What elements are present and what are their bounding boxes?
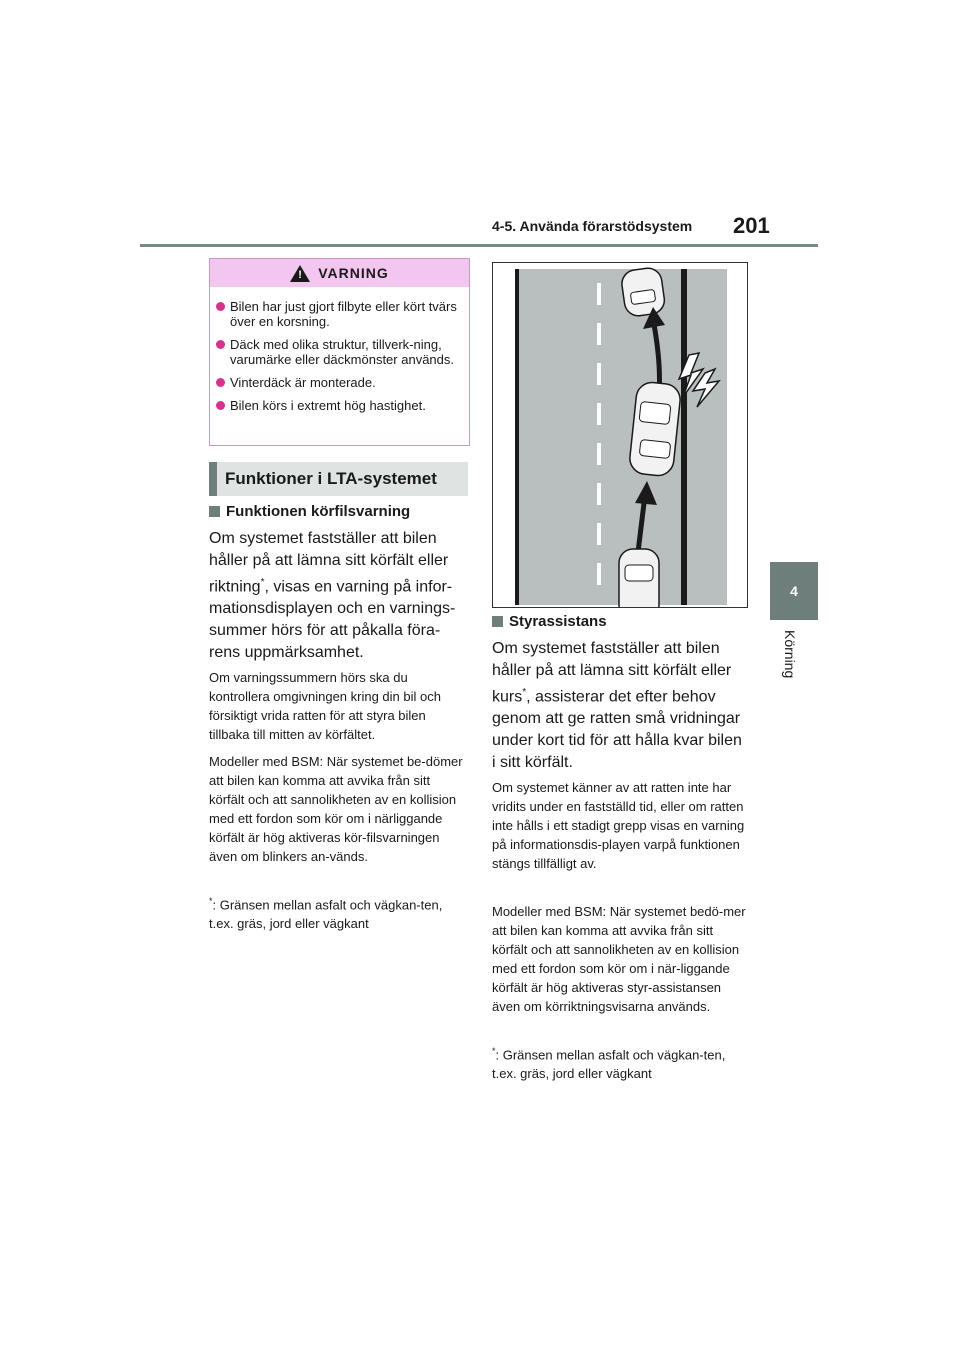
right-para-2: Modeller med BSM: När systemet bedö-mer att bilen kan komma att avvika från sitt körfält och att sannolikheten av en kollision med ett fordon som kör om i när-liggande körfält är hög aktiveras styr-assistansen även om körriktningsvisarna används. bbox=[492, 904, 746, 1014]
warning-icon: ! bbox=[290, 265, 310, 282]
warning-box bbox=[209, 258, 470, 446]
left-para-2: Modeller med BSM: När systemet be-dömer att bilen kan komma att avvika från sitt körfält och att sannolikheten av en kollision med ett fordon som kör om i närliggande körfält är hög aktiveras kör-filsvarningen även om blinkers an-vänds. bbox=[209, 754, 463, 864]
bullet-icon bbox=[216, 302, 225, 311]
header-rule bbox=[140, 244, 818, 247]
bullet-icon bbox=[216, 401, 225, 410]
subheading-lane-departure: Funktionen körfilsvarning bbox=[209, 503, 471, 520]
warning-item: Vinterdäck är monterade. bbox=[216, 375, 463, 390]
section-title: 4-5. Använda förarstödsystem bbox=[492, 218, 693, 234]
subheading-steering-assist: Styrassistans bbox=[492, 613, 754, 630]
warning-item: Bilen körs i extremt hög hastighet. bbox=[216, 398, 463, 413]
left-footnote: *: Gränsen mellan asfalt och vägkan-ten, t.ex. gräs, jord eller vägkant bbox=[209, 896, 443, 932]
page-number: 201 bbox=[733, 213, 770, 238]
warning-list bbox=[210, 287, 469, 413]
warning-header bbox=[210, 259, 469, 287]
bullet-icon bbox=[216, 378, 225, 387]
right-footnote: *: Gränsen mellan asfalt och vägkan-ten, t.ex. gräs, jord eller vägkant bbox=[492, 1046, 726, 1082]
right-intro: Om systemet fastställer att bilen håller på att lämna sitt körfält eller kurs*, assisterar det efter behov genom att ge ratten små vridningar under kort tid för att hålla kvar bilen i sitt körfält. bbox=[492, 640, 742, 772]
chapter-label: Körning bbox=[782, 630, 798, 679]
right-para-1: Om systemet känner av att ratten inte har vridits under en fastställd tid, eller om ratten inte hålls i ett stadigt grepp visas en varning på informationsdis-playen varpå funktionen stängs tillfälligt av. bbox=[492, 780, 745, 871]
left-intro: Om systemet fastställer att bilen håller på att lämna sitt körfält eller riktning*, visas en varning på infor-mationsdisplayen och en varnings-summer hörs för att påkalla föra-rens uppmärksamhet. bbox=[209, 530, 456, 662]
car-icon bbox=[620, 266, 666, 317]
chapter-tab: 4 bbox=[770, 562, 818, 620]
bullet-icon bbox=[216, 340, 225, 349]
section-heading: Funktioner i LTA-systemet bbox=[209, 462, 468, 496]
car-icon bbox=[619, 549, 659, 607]
left-para-1: Om varningssummern hörs ska du kontrollera omgivningen kring din bil och försiktigt vrida ratten för att styra bilen tillbaka till mitten av körfältet. bbox=[209, 670, 441, 742]
lane-illustration bbox=[492, 262, 748, 608]
square-bullet-icon bbox=[209, 506, 220, 517]
warning-item: Bilen har just gjort filbyte eller kört tvärs över en korsning. bbox=[216, 299, 463, 329]
warning-item: Däck med olika struktur, tillverk-ning, varumärke eller däckmönster används. bbox=[216, 337, 463, 367]
square-bullet-icon bbox=[492, 616, 503, 627]
car-icon bbox=[628, 381, 681, 477]
warning-title: VARNING bbox=[318, 265, 389, 281]
